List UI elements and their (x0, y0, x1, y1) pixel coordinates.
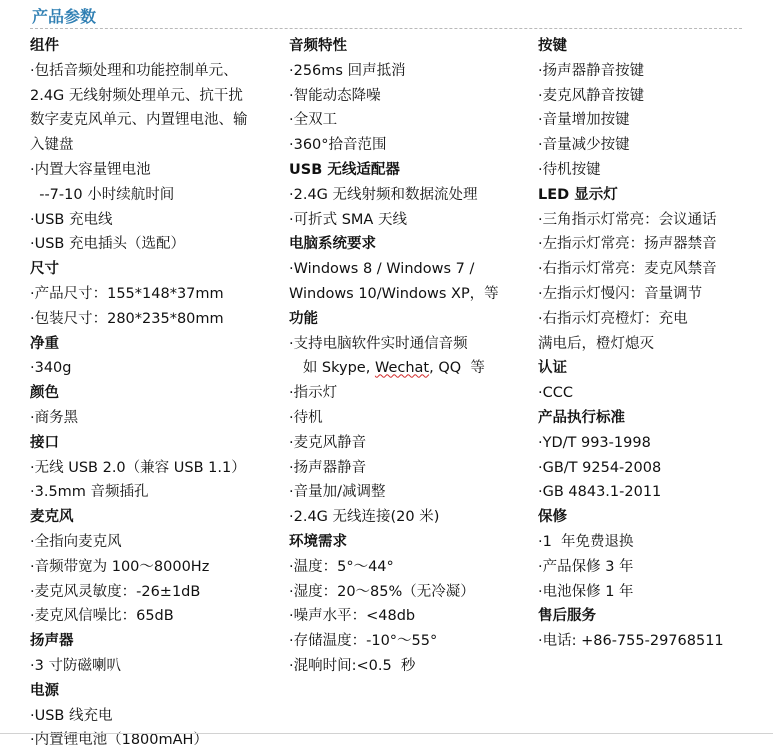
section-heading: 产品执行标准 (538, 409, 625, 426)
spec-line: ·USB 线充电 (30, 707, 113, 724)
spec-line: ·3 寸防磁喇叭 (30, 657, 121, 674)
section-heading: 净重 (30, 335, 59, 352)
spec-line: Windows 10/Windows XP，等 (289, 285, 499, 302)
spec-line: ·右指示灯常亮：麦克风禁音 (538, 261, 717, 278)
spec-line: ·可折式 SMA 天线 (289, 211, 407, 228)
spec-line: ·内置大容量锂电池 (30, 161, 151, 178)
spec-line: ·右指示灯亮橙灯：充电 (538, 310, 688, 327)
section-heading: USB 无线适配器 (289, 161, 400, 178)
spec-column-middle (289, 34, 529, 679)
section-heading: 环境需求 (289, 533, 347, 550)
spec-column-right (538, 34, 758, 654)
spec-line: ·无线 USB 2.0（兼容 USB 1.1） (30, 459, 246, 476)
spec-line: ·麦克风静音按键 (538, 87, 645, 104)
spec-line: ·产品尺寸：155*148*37mm (30, 285, 224, 302)
title-divider (30, 28, 742, 29)
section-heading: 按键 (538, 38, 567, 54)
spec-line: ·电话: +86-755-29768511 (538, 633, 724, 650)
spec-line: ·音量增加按键 (538, 112, 630, 129)
spec-line: ·USB 充电插头（选配） (30, 236, 185, 253)
section-heading: 接口 (30, 434, 59, 451)
spec-line: ·包括音频处理和功能控制单元、 (30, 62, 238, 79)
spec-line: ·音频带宽为 100～8000Hz (30, 558, 210, 575)
spec-line: 入键盘 (30, 137, 74, 154)
spec-line (289, 356, 529, 381)
spec-line: 数字麦克风单元、内置锂电池、输 (30, 112, 248, 129)
spec-line: ·2.4G 无线射频和数据流处理 (289, 186, 478, 203)
section-heading: 电脑系统要求 (289, 236, 376, 253)
spec-line: ·混响时间:<0.5 秒 (289, 657, 416, 674)
spec-line: ·USB 充电线 (30, 211, 113, 228)
spec-line: ·GB/T 9254-2008 (538, 459, 662, 476)
spec-line: ·扬声器静音 (289, 459, 367, 476)
spec-line: ·全指向麦克风 (30, 533, 122, 550)
section-heading: LED 显示灯 (538, 186, 618, 203)
spec-line: ·内置锂电池（1800mAH） (30, 732, 208, 749)
section-heading: 认证 (538, 360, 567, 377)
spec-line: ·音量减少按键 (538, 137, 630, 154)
spec-line: --7-10 小时续航时间 (30, 186, 175, 203)
spec-line-text: 如 Skype, (289, 360, 375, 377)
spec-line: ·麦克风信噪比：65dB (30, 608, 174, 625)
spec-line: ·左指示灯常亮：扬声器禁音 (538, 236, 717, 253)
spec-line: ·待机 (289, 409, 323, 426)
spec-line: ·左指示灯慢闪：音量调节 (538, 285, 703, 302)
spec-line-text: , QQ 等 (429, 360, 485, 377)
spec-line: ·全双工 (289, 112, 338, 129)
spec-line: ·256ms 回声抵消 (289, 62, 406, 79)
section-heading: 售后服务 (538, 608, 596, 625)
section-heading: 颜色 (30, 385, 59, 402)
spec-line: ·电池保修 1 年 (538, 583, 634, 600)
section-heading: 电源 (30, 682, 59, 699)
spec-line: ·CCC (538, 385, 573, 402)
spec-line: ·智能动态降噪 (289, 87, 381, 104)
spec-line: ·音量加/减调整 (289, 484, 386, 501)
spec-line: ·360°拾音范围 (289, 137, 387, 154)
spec-line: ·GB 4843.1-2011 (538, 484, 662, 501)
spec-line: ·麦克风灵敏度：-26±1dB (30, 583, 201, 600)
spec-line: ·340g (30, 360, 72, 377)
spec-line: ·存储温度：-10°～55° (289, 633, 438, 650)
section-heading: 麦克风 (30, 509, 74, 526)
section-heading: 组件 (30, 38, 59, 54)
spec-line: ·扬声器静音按键 (538, 62, 645, 79)
spec-line: ·指示灯 (289, 385, 338, 402)
spec-line: ·待机按键 (538, 161, 601, 178)
section-heading: 音频特性 (289, 38, 347, 54)
spec-line: ·1 年免费退换 (538, 533, 634, 550)
bottom-divider (0, 733, 773, 734)
spec-line: ·YD/T 993-1998 (538, 434, 651, 451)
spec-line: ·3.5mm 音频插孔 (30, 484, 149, 501)
spec-line: 2.4G 无线射频处理单元、抗干扰 (30, 87, 243, 104)
spec-column-left (30, 34, 280, 753)
spec-line: ·麦克风静音 (289, 434, 367, 451)
spec-line: ·2.4G 无线连接(20 米) (289, 509, 440, 526)
spec-line: ·产品保修 3 年 (538, 558, 634, 575)
spec-line: ·噪声水平：<48db (289, 608, 416, 625)
spec-line: ·温度：5°～44° (289, 558, 394, 575)
section-heading: 功能 (289, 310, 318, 327)
spec-line: 满电后，橙灯熄灭 (538, 335, 654, 352)
spec-line: ·商务黑 (30, 409, 79, 426)
spec-line: ·湿度：20～85%（无冷凝） (289, 583, 475, 600)
page-title: 产品参数 (32, 7, 97, 26)
section-heading: 扬声器 (30, 633, 74, 650)
spec-line: ·包装尺寸：280*235*80mm (30, 310, 224, 327)
section-heading: 尺寸 (30, 261, 59, 278)
spec-line: ·支持电脑软件实时通信音频 (289, 335, 468, 352)
spellcheck-marked-word: Wechat (374, 360, 430, 377)
spec-line: ·三角指示灯常亮：会议通话 (538, 211, 717, 228)
spec-line: ·Windows 8 / Windows 7 / (289, 261, 475, 278)
section-heading: 保修 (538, 509, 567, 526)
